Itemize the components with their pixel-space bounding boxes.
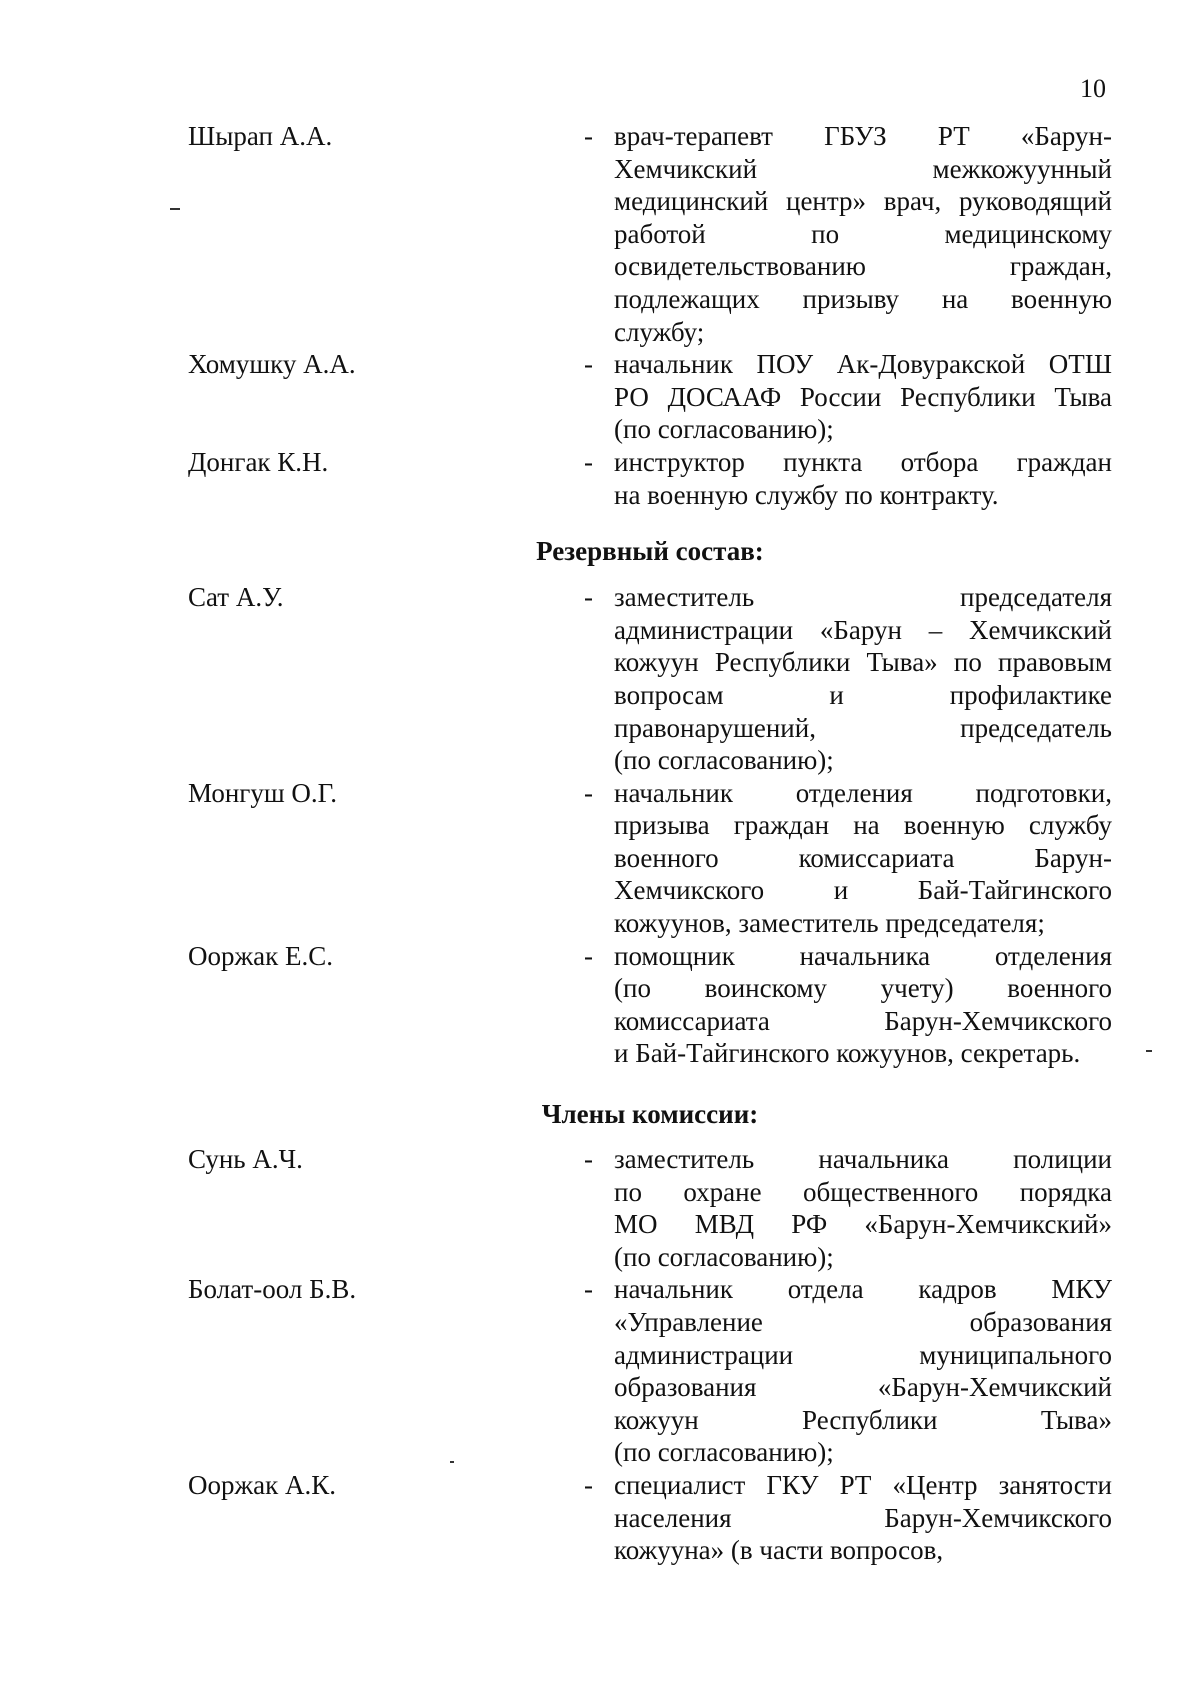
member-name: Хомушку А.А. <box>188 349 356 380</box>
entry-dash: - <box>584 582 593 613</box>
member-entry <box>188 1273 1112 1469</box>
scan-mark <box>170 208 180 210</box>
position-line: заместитель председателя <box>614 582 1112 613</box>
entry-dash: - <box>584 1274 593 1305</box>
main-members-group <box>188 120 1112 511</box>
entry-dash: - <box>584 1469 593 1500</box>
entry-dash: - <box>584 121 593 151</box>
member-position <box>614 777 1112 940</box>
page-number: 10 <box>1080 74 1106 103</box>
member-position <box>614 1469 1112 1567</box>
position-line: службу; <box>614 316 705 347</box>
position-line: (по согласованию); <box>614 414 834 445</box>
position-line: начальник ПОУ Ак-Довуракской ОТШ <box>614 349 1112 380</box>
position-line: освидетельствованию граждан, <box>614 251 1112 282</box>
member-name: Сат А.У. <box>188 582 284 613</box>
position-line: (по согласованию); <box>614 1437 834 1468</box>
position-line: правонарушений, председатель <box>614 712 1112 743</box>
position-line: образования «Барун-Хемчикский <box>614 1372 1112 1403</box>
position-line: медицинский центр» врач, руководящий <box>614 186 1112 217</box>
commission-list <box>188 120 1112 1567</box>
member-entry <box>188 1469 1112 1567</box>
commission-members-group <box>188 1143 1112 1567</box>
position-line: РО ДОСААФ России Республики Тыва <box>614 381 1112 412</box>
position-line: Хемчикский межкожуунный <box>614 153 1112 184</box>
position-line: (по согласованию); <box>614 1241 834 1272</box>
entry-dash: - <box>584 940 593 971</box>
position-line: кожуун Республики Тыва» по правовым <box>614 647 1112 678</box>
position-line: заместитель начальника полиции <box>614 1144 1112 1175</box>
member-entry <box>188 348 1112 446</box>
scan-mark <box>1146 1050 1152 1052</box>
member-position <box>614 1273 1112 1469</box>
member-name: Шырап А.А. <box>188 121 333 151</box>
position-line: кожуунов, заместитель председателя; <box>614 908 1045 939</box>
position-line: начальник отдела кадров МКУ <box>614 1274 1112 1305</box>
member-entry <box>188 940 1112 1070</box>
reserve-heading: Резервный состав: <box>536 536 764 567</box>
position-line: администрации муниципального <box>614 1339 1112 1370</box>
position-line: кожуун Республики Тыва» <box>614 1404 1112 1435</box>
position-line: «Управление образования <box>614 1307 1112 1337</box>
member-name: Ооржак А.К. <box>188 1469 337 1500</box>
member-entry <box>188 777 1112 940</box>
member-position <box>614 581 1112 777</box>
position-line: призыва граждан на военную службу <box>614 810 1112 841</box>
position-line: (по согласованию); <box>614 745 834 776</box>
member-name: Донгак К.Н. <box>188 446 329 477</box>
position-line: МО МВД РФ «Барун-Хемчикский» <box>614 1209 1112 1240</box>
position-line: (по воинскому учету) военного <box>614 973 1112 1004</box>
member-name: Болат-оол Б.В. <box>188 1274 357 1305</box>
position-line: инструктор пункта отбора граждан <box>614 446 1112 477</box>
position-line: населения Барун-Хемчикского <box>614 1502 1112 1533</box>
entry-dash: - <box>584 777 593 808</box>
entry-dash: - <box>584 349 593 380</box>
member-entry <box>188 120 1112 348</box>
position-line: подлежащих призыву на военную <box>614 283 1112 314</box>
position-line: администрации «Барун – Хемчикский <box>614 614 1112 645</box>
position-line: кожууна» (в части вопросов, <box>614 1535 944 1566</box>
position-line: на военную службу по контракту. <box>614 479 999 510</box>
member-entry <box>188 1143 1112 1273</box>
position-line: вопросам и профилактике <box>614 679 1112 710</box>
commission-members-heading: Члены комиссии: <box>541 1099 759 1130</box>
reserve-members-group <box>188 581 1112 1070</box>
member-name: Монгуш О.Г. <box>188 777 337 808</box>
member-position <box>614 446 1112 511</box>
member-name: Ооржак Е.С. <box>188 940 334 971</box>
member-entry <box>188 581 1112 777</box>
position-line: начальник отделения подготовки, <box>614 777 1112 808</box>
position-line: врач-терапевт ГБУЗ РТ «Барун- <box>614 121 1112 151</box>
position-line: военного комиссариата Барун- <box>614 842 1112 873</box>
member-position <box>614 348 1112 446</box>
entry-dash: - <box>584 1144 593 1175</box>
member-position <box>614 1143 1112 1273</box>
position-line: специалист ГКУ РТ «Центр занятости <box>614 1469 1112 1500</box>
member-position <box>614 120 1112 348</box>
position-line: комиссариата Барун-Хемчикского <box>614 1005 1112 1036</box>
position-line: работой по медицинскому <box>614 218 1112 249</box>
member-position <box>614 940 1112 1070</box>
entry-dash: - <box>584 446 593 477</box>
member-name: Сунь А.Ч. <box>188 1144 303 1175</box>
position-line: помощник начальника отделения <box>614 940 1112 971</box>
member-entry <box>188 446 1112 511</box>
position-line: по охране общественного порядка <box>614 1176 1112 1207</box>
position-line: Хемчикского и Бай-Тайгинского <box>614 875 1112 906</box>
position-line: и Бай-Тайгинского кожуунов, секретарь. <box>614 1038 1081 1069</box>
